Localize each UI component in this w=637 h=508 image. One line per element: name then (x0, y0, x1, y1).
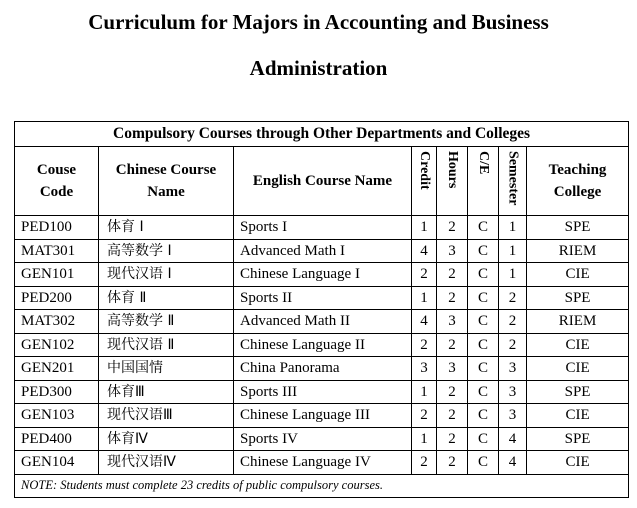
credit: 2 (412, 404, 437, 428)
credit: 1 (412, 380, 437, 404)
teaching-college: CIE (527, 357, 629, 381)
table-row (15, 427, 629, 451)
chinese-name: 现代汉语Ⅲ (99, 404, 234, 428)
ce: C (468, 216, 499, 240)
ce: C (468, 380, 499, 404)
table-row (15, 357, 629, 381)
table-caption: Compulsory Courses through Other Departments and Colleges (15, 122, 629, 147)
semester: 4 (499, 451, 527, 475)
english-name: Chinese Language II (234, 333, 412, 357)
header-credit-label: Credit (417, 151, 432, 190)
table-row (15, 216, 629, 240)
table-row (15, 263, 629, 287)
hours: 3 (437, 357, 468, 381)
credit: 2 (412, 451, 437, 475)
chinese-name: 中国国情 (99, 357, 234, 381)
header-ce (468, 147, 499, 216)
course-code: MAT301 (15, 239, 99, 263)
header-chinese-line1: Chinese Course (115, 162, 217, 178)
course-code: PED300 (15, 380, 99, 404)
credit: 1 (412, 216, 437, 240)
header-semester-label: Semester (505, 151, 521, 206)
compulsory-courses-table (14, 121, 629, 498)
semester: 3 (499, 404, 527, 428)
table-row (15, 380, 629, 404)
hours: 2 (437, 380, 468, 404)
header-credit (412, 147, 437, 216)
english-name: Sports I (234, 216, 412, 240)
course-code: PED100 (15, 216, 99, 240)
table-row (15, 286, 629, 310)
hours: 3 (437, 239, 468, 263)
english-name: Chinese Language IV (234, 451, 412, 475)
course-code: GEN201 (15, 357, 99, 381)
table-header-row (15, 147, 629, 216)
teaching-college: SPE (527, 216, 629, 240)
header-code-line1: Couse (36, 162, 77, 178)
ce: C (468, 263, 499, 287)
course-code: GEN103 (15, 404, 99, 428)
english-name: Sports II (234, 286, 412, 310)
header-teaching-college (527, 147, 629, 216)
credit: 1 (412, 427, 437, 451)
hours: 2 (437, 286, 468, 310)
teaching-college: CIE (527, 263, 629, 287)
document-title-line-1: Curriculum for Majors in Accounting and Business (88, 10, 549, 34)
hours: 2 (437, 216, 468, 240)
credit: 2 (412, 333, 437, 357)
teaching-college: CIE (527, 451, 629, 475)
english-name: Sports III (234, 380, 412, 404)
credit: 3 (412, 357, 437, 381)
credit: 2 (412, 263, 437, 287)
semester: 1 (499, 263, 527, 287)
ce: C (468, 427, 499, 451)
ce: C (468, 286, 499, 310)
semester: 4 (499, 427, 527, 451)
table-row (15, 310, 629, 334)
chinese-name: 体育Ⅲ (99, 380, 234, 404)
semester: 2 (499, 333, 527, 357)
credit: 1 (412, 286, 437, 310)
chinese-name: 高等数学 Ⅱ (99, 310, 234, 334)
chinese-name: 现代汉语 Ⅱ (99, 333, 234, 357)
ce: C (468, 404, 499, 428)
english-name: Sports IV (234, 427, 412, 451)
hours: 2 (437, 333, 468, 357)
english-name: Advanced Math II (234, 310, 412, 334)
chinese-name: 高等数学 Ⅰ (99, 239, 234, 263)
table-note: NOTE: Students must complete 23 credits of public compulsory courses. (15, 474, 629, 497)
semester: 2 (499, 310, 527, 334)
course-code: PED200 (15, 286, 99, 310)
english-name: China Panorama (234, 357, 412, 381)
chinese-name: 体育 Ⅰ (99, 216, 234, 240)
semester: 1 (499, 216, 527, 240)
table-row (15, 451, 629, 475)
hours: 3 (437, 310, 468, 334)
teaching-college: RIEM (527, 239, 629, 263)
teaching-college: CIE (527, 333, 629, 357)
semester: 2 (499, 286, 527, 310)
hours: 2 (437, 427, 468, 451)
course-code: MAT302 (15, 310, 99, 334)
english-name: Chinese Language I (234, 263, 412, 287)
hours: 2 (437, 404, 468, 428)
chinese-name: 体育 Ⅱ (99, 286, 234, 310)
teaching-college: CIE (527, 404, 629, 428)
header-ce-label: C/E (476, 151, 491, 175)
header-course-code (15, 147, 99, 216)
header-college-line1: Teaching (548, 162, 607, 178)
header-college-line2: College (553, 184, 602, 200)
teaching-college: RIEM (527, 310, 629, 334)
chinese-name: 现代汉语Ⅳ (99, 451, 234, 475)
ce: C (468, 451, 499, 475)
english-name: Advanced Math I (234, 239, 412, 263)
table-row (15, 239, 629, 263)
header-code-line2: Code (39, 184, 74, 200)
header-hours-label: Hours (445, 151, 460, 189)
hours: 2 (437, 263, 468, 287)
course-code: GEN102 (15, 333, 99, 357)
teaching-college: SPE (527, 286, 629, 310)
credit: 4 (412, 239, 437, 263)
course-code: GEN101 (15, 263, 99, 287)
course-code: GEN104 (15, 451, 99, 475)
english-name: Chinese Language III (234, 404, 412, 428)
ce: C (468, 239, 499, 263)
semester: 3 (499, 357, 527, 381)
ce: C (468, 310, 499, 334)
ce: C (468, 357, 499, 381)
credit: 4 (412, 310, 437, 334)
header-english-name: English Course Name (234, 147, 412, 216)
ce: C (468, 333, 499, 357)
teaching-college: SPE (527, 380, 629, 404)
header-chinese-line2: Name (147, 184, 185, 200)
header-hours (437, 147, 468, 216)
table-row (15, 404, 629, 428)
teaching-college: SPE (527, 427, 629, 451)
semester: 3 (499, 380, 527, 404)
table-row (15, 333, 629, 357)
chinese-name: 现代汉语 Ⅰ (99, 263, 234, 287)
semester: 1 (499, 239, 527, 263)
chinese-name: 体育Ⅳ (99, 427, 234, 451)
header-semester (499, 147, 527, 216)
course-code: PED400 (15, 427, 99, 451)
header-chinese-name (99, 147, 234, 216)
hours: 2 (437, 451, 468, 475)
document-title-line-2: Administration (249, 56, 388, 80)
